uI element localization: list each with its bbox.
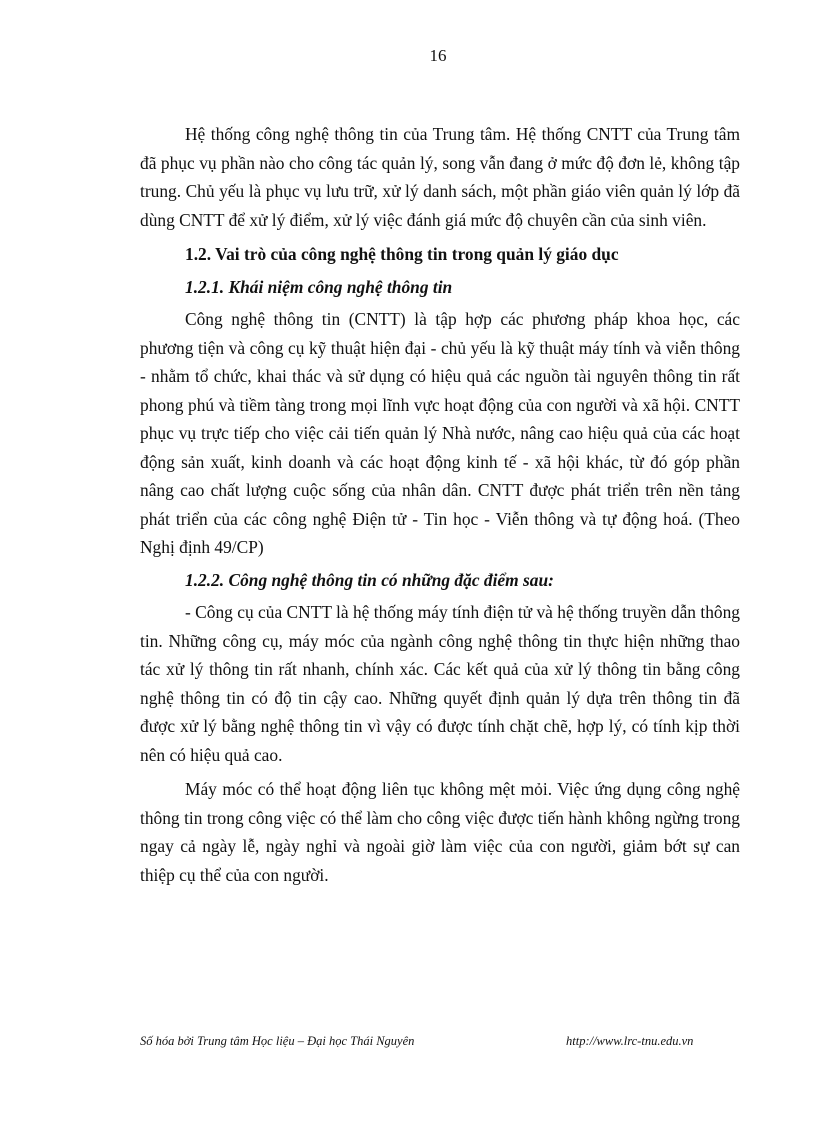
subsection-2-paragraph-1: - Công cụ của CNTT là hệ thống máy tính điện tử và hệ thống truyền dẫn thông tin. Những công cụ, máy móc của ngành công nghệ thông tin thực hiện những thao tác xử lý thông tin rất nhanh, chính xác. Các kết quả của xử lý thông tin bằng công nghệ thông tin có độ tin cậy cao. Những quyết định quản lý dựa trên thông tin đã được xử lý bằng nghệ thông tin vì vậy có được tính chặt chẽ, hợp lý, có tính kịp thời nên có hiệu quả cao. xyxy=(140,602,740,765)
subsection-1-heading: 1.2.1. Khái niệm công nghệ thông tin xyxy=(185,276,453,297)
subsection-1-paragraph: Công nghệ thông tin (CNTT) là tập hợp các phương pháp khoa học, các phương tiện và công cụ kỹ thuật hiện đại - chủ yếu là kỹ thuật máy tính và viễn thông - nhằm tổ chức, khai thác và sử dụng có hiệu quả các nguồn tài nguyên thông tin rất phong phú và tiềm tàng trong mọi lĩnh vực hoạt động của con người và xã hội. CNTT phục vụ trực tiếp cho việc cải tiến quản lý Nhà nước, nâng cao hiệu quả của các hoạt động sản xuất, kinh doanh và các hoạt động kinh tế - xã hội khác, từ đó góp phần nâng cao chất lượng cuộc sống của nhân dân. CNTT được phát triển trên nền tảng phát triển của các công nghệ Điện tử - Tin học - Viễn thông và tự động hoá. (Theo Nghị định 49/CP) xyxy=(140,309,740,557)
footer-source-text: Số hóa bởi Trung tâm Học liệu – Đại học Thái Nguyên xyxy=(140,1034,415,1048)
intro-paragraph: Hệ thống công nghệ thông tin của Trung tâm. Hệ thống CNTT của Trung tâm đã phục vụ phần nào cho công tác quản lý, song vẫn đang ở mức độ đơn lẻ, không tập trung. Chủ yếu là phục vụ lưu trữ, xử lý danh sách, một phần giáo viên quản lý lớp đã dùng CNTT để xử lý điểm, xử lý việc đánh giá mức độ chuyên cần của sinh viên. xyxy=(140,124,740,230)
subsection-2-heading: 1.2.2. Công nghệ thông tin có những đặc điểm sau: xyxy=(185,569,554,590)
document-body xyxy=(140,120,740,889)
page-number: 16 xyxy=(429,46,447,65)
subsection-2-paragraph-2: Máy móc có thể hoạt động liên tục không mệt mỏi. Việc ứng dụng công nghệ thông tin trong công việc có thể làm cho công việc được tiến hành không ngừng trong ngay cả ngày lễ, ngày nghỉ và ngoài giờ làm việc của con người, giảm bớt sự can thiệp cụ thể của con người. xyxy=(140,779,740,885)
section-heading: 1.2. Vai trò của công nghệ thông tin trong quản lý giáo dục xyxy=(185,244,619,264)
footer-url-text: http://www.lrc-tnu.edu.vn xyxy=(566,1034,694,1048)
